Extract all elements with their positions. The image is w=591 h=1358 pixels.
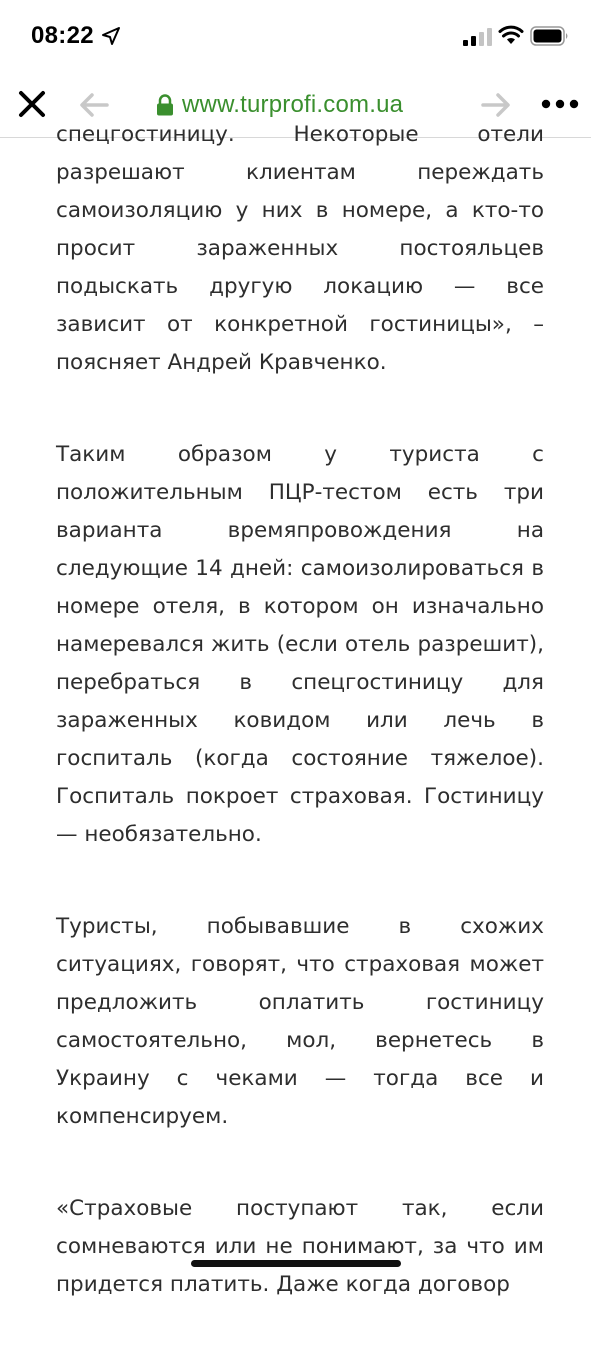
url-text[interactable]: www.turprofi.com.ua: [182, 91, 404, 118]
article-paragraph: Туристы, побывавшие в схожих ситуациях, говорят, что страховая может предложить оплатить гостиницу самостоятельно, мол, вернетесь в Украину с чеками — тогда все и компенсируем.: [56, 914, 544, 1129]
home-indicator[interactable]: [191, 1260, 401, 1267]
battery-icon: [530, 26, 570, 46]
article-paragraph: спецгостиницу. Некоторые отели разрешают клиентам переждать самоизоляцию у них в номере, а кто-то просит зараженных постояльцев подыскать другую локацию — все зависит от конкретной гостиницы», – поясняет Андрей Кравченко.: [56, 122, 544, 375]
article-viewport[interactable]: [0, 122, 591, 1297]
cellular-signal-icon: [463, 28, 493, 46]
forward-arrow-icon[interactable]: [481, 92, 511, 118]
back-arrow-icon[interactable]: [79, 92, 109, 118]
article-body: [56, 116, 544, 1358]
close-icon[interactable]: [18, 90, 46, 118]
lock-icon: [156, 94, 174, 116]
article-paragraph: Таким образом у туриста с положительным ПЦР-тестом есть три варианта времяпровождения на следующие 14 дней: самоизолироваться в номере отеля, в котором он изначально намеревался жить (если отель разрешит), перебраться в спецгостиницу для зараженных ковидом или лечь в госпиталь (когда состояние тяжелое). Госпиталь покроет страховая. Гостиницу — необязательно.: [56, 442, 544, 847]
location-arrow-icon: [101, 26, 121, 46]
article-paragraph: «Страховые поступают так, если сомневаются или не понимают, за что им придется платить. Даже когда договор: [56, 1196, 544, 1297]
status-time: 08:22: [31, 22, 94, 49]
wifi-icon: [498, 25, 524, 45]
status-bar: [0, 0, 591, 72]
more-icon[interactable]: [541, 98, 579, 110]
